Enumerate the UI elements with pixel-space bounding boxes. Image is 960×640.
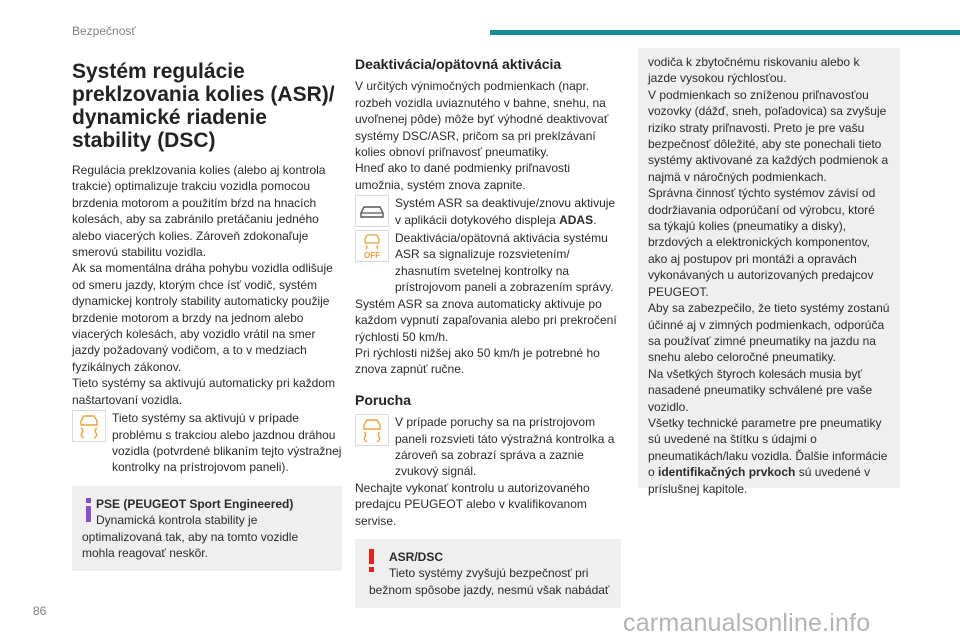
paragraph: Tieto systémy sa aktivujú automaticky pri každom naštartovaní vozidla. xyxy=(72,376,335,407)
column-1 xyxy=(72,50,342,571)
alert-box-text: Tieto systémy zvyšujú bezpečnosť pri bežnom spôsobe jazdy, nesmú však nabádať xyxy=(369,566,610,597)
car-front-icon xyxy=(355,195,389,227)
paragraph: Systém ASR sa znova automaticky aktivuje po každom vypnutí zapaľovania alebo pri prekročení rýchlosti 50 km/h. xyxy=(355,296,617,344)
skid-warning-icon xyxy=(355,414,389,446)
paragraph: vodiča k zbytočnému riskovaniu alebo k jazde vysokou rýchlosťou. xyxy=(648,55,860,86)
paragraph: Hneď ako to dané podmienky priľnavosti umožnia, systém znova zapnite. xyxy=(355,161,570,192)
watermark: carmanualsonline.info xyxy=(623,609,871,637)
heading-deactivation: Deaktivácia/opätovná aktivácia xyxy=(355,56,562,72)
column-2 xyxy=(355,50,621,608)
paragraph: Systém ASR sa deaktivuje/znovu aktivuje v aplikácii dotykového displeja ADAS. xyxy=(395,196,616,227)
paragraph: Ak sa momentálna dráha pohybu vozidla odlišuje od smeru jazdy, ktorým chce ísť vodič, systém dynamickej kontroly stability automaticky použije brzdenie motorom a brzdy na jednom alebo viacerých kolesách, aby vozidlo vrátil na smer jazdy požadovaný vodičom, a to v medziach fyzikálnych zákonov. xyxy=(72,261,333,374)
column-3 xyxy=(638,48,900,496)
paragraph: V určitých výnimočných podmienkach (napr. rozbeh vozidla uviaznutého v bahne, snehu, na uvoľnenej pôde) môže byť výhodné deaktivovať systémy DSC/ASR, pričom sa pri preklzávaní kolies obnoví priľnavosť pneumatiky. xyxy=(355,79,609,160)
info-box-pse xyxy=(72,486,342,572)
paragraph: Regulácia preklzovania kolies (alebo aj kontrola trakcie) optimalizuje trakciu vozidla pomocou brzdenia motorom a použitím bŕzd na hnacích kolesách, aby sa zabránilo pretáčaniu jedného alebo viacerých kolies. Zároveň zdokonaľuje smerovú stabilitu vozidla. xyxy=(72,163,326,260)
alert-box-asr-dsc xyxy=(355,539,621,608)
page-number: 86 xyxy=(33,604,47,618)
paragraph: Deaktivácia/opätovná aktivácia systému ASR sa signalizuje rozsvietením/ zhasnutím svetelnej kontrolky na prístrojovom paneli a zobrazením správy. xyxy=(395,231,614,295)
heading-fault: Porucha xyxy=(355,391,412,408)
adas-line xyxy=(355,195,621,228)
info-box-text: Dynamická kontrola stability je optimalizovaná tak, aby na tomto vozidle mohla reagovať neskôr. xyxy=(82,513,299,560)
alert-box-title: ASR/DSC xyxy=(389,549,444,564)
info-box-title: PSE (PEUGEOT Sport Engineered) xyxy=(96,496,294,511)
paragraph: V prípade poruchy sa na prístrojovom paneli rozsvieti táto výstražná kontrolka a zároveň sa zobrazí správa a zaznie zvukový signál. xyxy=(395,415,615,479)
skid-off-warning-icon xyxy=(355,230,389,262)
off-label: OFF xyxy=(364,251,380,261)
paragraph: Správna činnosť týchto systémov závisí od dodržiavania odporúčaní od výrobcu, ktoré sa týkajú kolies (pneumatiky a disky), brzdových a elektronických komponentov, ako aj postupov pri montáži a opravách vykonávaných u autorizovaných predajcov PEUGEOT. xyxy=(648,186,876,299)
paragraph: Všetky technické parametre pre pneumatiky sú uvedené na štítku s údajmi o pneumatikách/laku vozidla. Ďalšie informácie o identifikačných prvkoch sú uvedené v príslušnej kapitole. xyxy=(648,415,888,496)
paragraph: Pri rýchlosti nižšej ako 50 km/h je potrebné ho znova zapnúť ručne. xyxy=(355,345,600,377)
asr-off-line xyxy=(355,230,621,296)
fault-line xyxy=(355,414,621,480)
paragraph: Tieto systémy sa aktivujú v prípade problému s trakciou alebo jazdnou dráhou vozidla (potvrdené blikaním tejto výstražnej kontrolky na prístrojovom paneli). xyxy=(112,411,342,475)
section-title-asr-dsc: Systém regulácie preklzovania kolies (ASR)/ dynamické riadenie stability (DSC) xyxy=(72,60,335,152)
info-icon xyxy=(86,498,91,522)
warning-lamp-line xyxy=(72,410,342,476)
alert-icon xyxy=(369,549,374,573)
paragraph: V podmienkach so zníženou priľnavosťou vozovky (dážď, sneh, poľadovica) sa zvyšuje riziko straty priľnavosti. Preto je pre vašu bezpečnosť dôležité, aby ste ponechali tieto systémy aktivované za každých podmienok a najmä v náročných podmienkach. xyxy=(648,87,889,184)
paragraph: Na všetkých štyroch kolesách musia byť nasadené pneumatiky schválené pre vaše vozidlo. xyxy=(648,366,873,414)
header-section-title: Bezpečnosť xyxy=(72,24,136,38)
paragraph: Nechajte vykonať kontrolu u autorizovaného predajcu PEUGEOT alebo v kvalifikovanom servise. xyxy=(355,480,590,528)
paragraph: Aby sa zabezpečilo, že tieto systémy zostanú účinné aj v zimných podmienkach, odporúča sa používať zimné pneumatiky na jazdu na snehu alebo celoročné pneumatiky. xyxy=(648,301,890,365)
skid-warning-icon xyxy=(72,410,106,442)
continued-alert-box xyxy=(638,48,900,496)
header-accent-bar xyxy=(490,30,960,35)
